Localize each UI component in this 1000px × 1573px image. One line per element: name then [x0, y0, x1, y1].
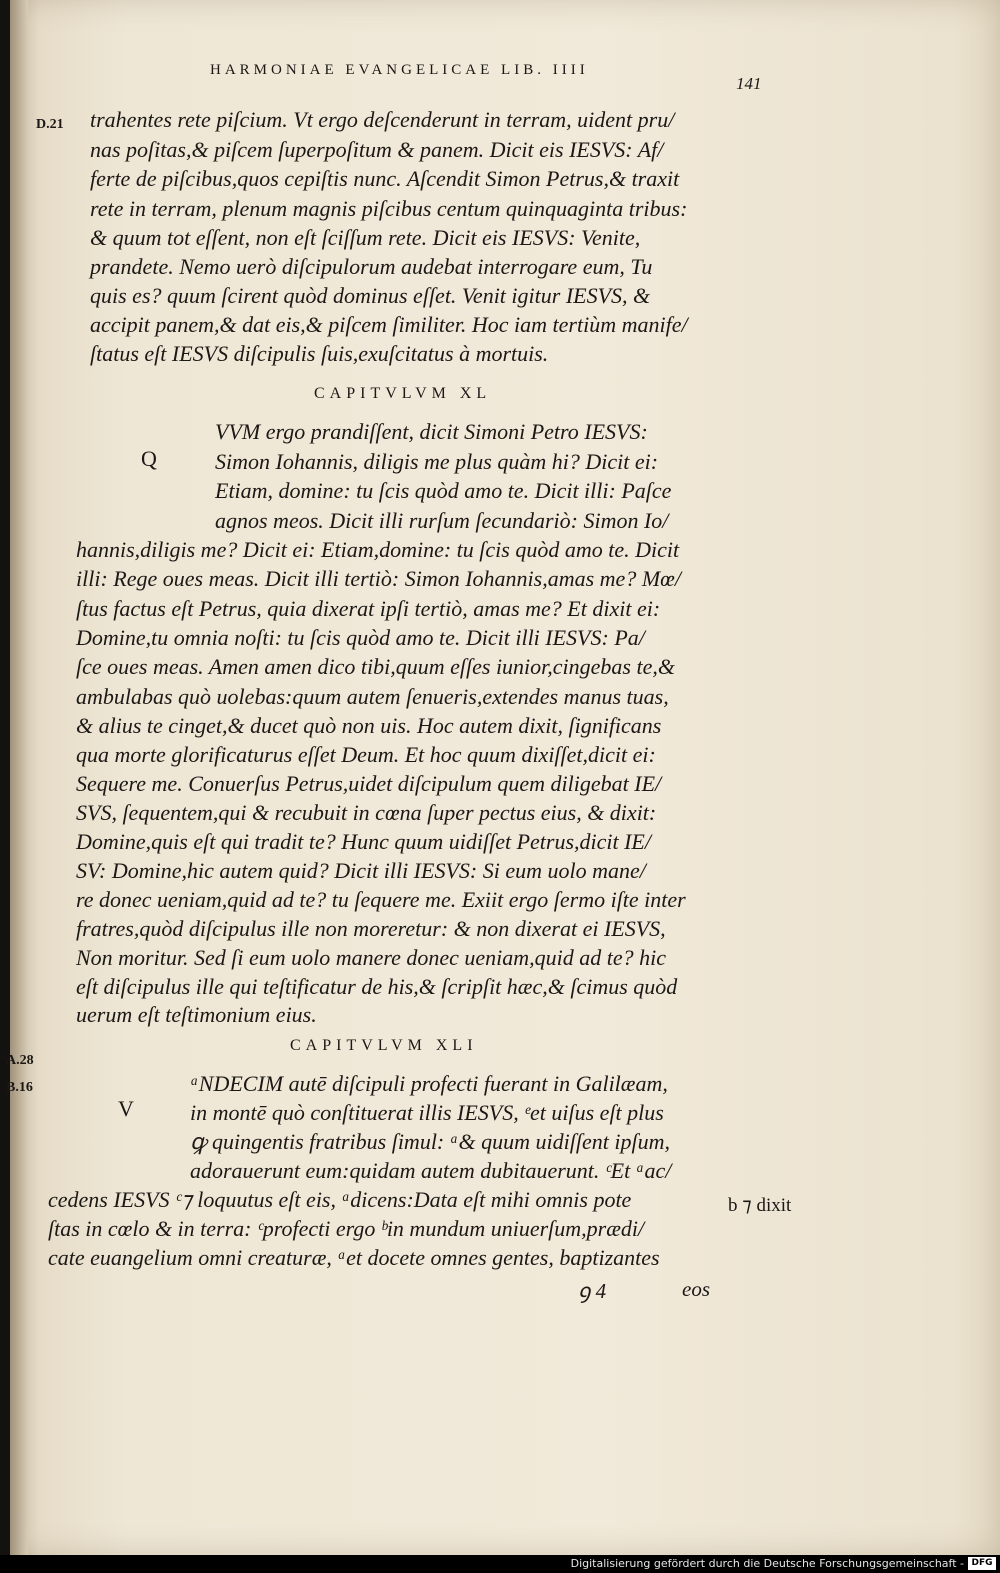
text-line: adorauerunt eum:quidam autem dubitauerunt. ᶜEt ᵃac/	[190, 1158, 672, 1183]
book-page	[6, 0, 1000, 1555]
page-gutter	[10, 0, 28, 1555]
text-line: Domine,quis eſt qui tradit te? Hunc quum uidiſſet Petrus,dicit IE/	[76, 829, 651, 854]
text-line: eſt diſcipulus ille qui teſtificatur de his,& ſcripſit hæc,& ſcimus quòd	[76, 974, 678, 999]
text-line: ferte de piſcibus,quos cepiſtis nunc. Aſcendit Simon Petrus,& traxit	[90, 166, 680, 191]
text-line: VVM ergo prandiſſent, dicit Simoni Petro IESVS:	[215, 419, 648, 444]
text-line: cate euangelium omni creaturæ, ᵃet docete omnes gentes, baptizantes	[48, 1245, 660, 1270]
chapter-title: CAPITVLVM XL	[314, 385, 492, 402]
text-line: & quum tot eſſent, non eſt ſciſſum rete. Dicit eis IESVS: Venite,	[90, 225, 641, 250]
text-line: prandete. Nemo uerò diſcipulorum audebat interrogare eum, Tu	[90, 254, 653, 279]
folio-number: 141	[736, 74, 762, 93]
text-line: SV: Domine,hic autem quid? Dicit illi IESVS: Si eum uolo mane/	[76, 858, 646, 883]
text-line: ſtatus eſt IESVS diſcipulis ſuis,exuſcitatus à mortuis.	[90, 341, 549, 366]
signature-mark: ꝯ 4	[578, 1279, 607, 1303]
text-line: uerum eſt teſtimonium eius.	[76, 1002, 317, 1027]
text-line: ſtas in cœlo & in terra: ᶜprofecti ergo ᵇin mundum uniuerſum,prædi/	[48, 1216, 645, 1241]
chapter-title: CAPITVLVM XLI	[290, 1037, 478, 1054]
margin-note-a28: A.28	[6, 1053, 34, 1068]
initial-guide-letter: Q	[141, 446, 157, 471]
text-line: Sequere me. Conuerſus Petrus,uidet diſcipulum quem diligebat IE/	[76, 771, 662, 796]
text-line: ꝙ quingentis fratribus ſimul: ᵃ& quum uidiſſent ipſum,	[190, 1129, 670, 1154]
text-line: rete in terram, plenum magnis piſcibus centum quinquaginta tribus:	[90, 196, 688, 221]
text-line: cedens IESVS ᶜ⁊ loquutus eſt eis, ᵃdicens:Data eſt mihi omnis pote	[48, 1187, 632, 1212]
text-line: Etiam, domine: tu ſcis quòd amo te. Dicit illi: Paſce	[215, 478, 672, 503]
text-line: ſce oues meas. Amen amen dico tibi,quum eſſes iunior,cingebas te,&	[76, 654, 675, 679]
footer-credit: Digitalisierung gefördert durch die Deutsche Forschungsgemeinschaft -	[570, 1557, 964, 1570]
margin-note-d21: D.21	[36, 117, 64, 132]
text-line: ſtus factus eſt Petrus, quia dixerat ipſi tertiò, amas me? Et dixit ei:	[76, 596, 661, 621]
text-line: illi: Rege oues meas. Dicit illi tertiò: Simon Iohannis,amas me? Mœ/	[76, 566, 681, 591]
footer-bar	[0, 1555, 1000, 1573]
text-line: Simon Iohannis, diligis me plus quàm hi? Dicit ei:	[215, 449, 659, 474]
text-line: nas poſitas,& piſcem ſuperpoſitum & panem. Dicit eis IESVS: Af/	[90, 137, 664, 162]
text-line: quis es? quum ſcirent quòd dominus eſſet. Venit igitur IESVS, &	[90, 283, 651, 308]
text-line: accipit panem,& dat eis,& piſcem ſimiliter. Hoc iam tertiùm manife/	[90, 312, 688, 337]
text-line: qua morte glorificaturus eſſet Deum. Et hoc quum dixiſſet,dicit ei:	[76, 742, 656, 767]
running-head: HARMONIAE EVANGELICAE LIB. IIII	[210, 62, 589, 78]
text-line: hannis,diligis me? Dicit ei: Etiam,domine: tu ſcis quòd amo te. Dicit	[76, 537, 680, 562]
text-line: Domine,tu omnia noſti: tu ſcis quòd amo te. Dicit illi IESVS: Pa/	[76, 625, 645, 650]
text-line: fratres,quòd diſcipulus ille non moreretur: & non dixerat ei IESVS,	[76, 916, 666, 941]
text-line: re donec ueniam,quid ad te? tu ſequere me. Exiit ergo ſermo iſte inter	[76, 887, 686, 912]
margin-note-b16: B.16	[6, 1080, 33, 1095]
text-line: ᵃNDECIM autē diſcipuli profecti fuerant in Galilæam,	[190, 1071, 668, 1096]
text-line: ambulabas quò uolebas:quum autem ſenueris,extendes manus tuas,	[76, 684, 669, 709]
catchword: eos	[682, 1277, 710, 1301]
text-line: trahentes rete piſcium. Vt ergo deſcenderunt in terram, uident pru/	[90, 107, 675, 132]
text-line: SVS, ſequentem,qui & recubuit in cœna ſuper pectus eius, & dixit:	[76, 800, 657, 825]
text-line: & alius te cinget,& ducet quò non uis. Hoc autem dixit, ſignificans	[76, 713, 662, 738]
initial-guide-letter: V	[118, 1096, 134, 1121]
text-line: agnos meos. Dicit illi rurſum ſecundariò: Simon Io/	[215, 508, 669, 533]
side-annotation: b ⁊ dixit	[728, 1195, 792, 1216]
dfg-logo: DFG	[968, 1557, 996, 1570]
text-line: in montē quò conſtituerat illis IESVS, ᵉet uiſus eſt plus	[190, 1100, 664, 1125]
text-line: Non moritur. Sed ſi eum uolo manere donec ueniam,quid ad te? hic	[76, 945, 667, 970]
